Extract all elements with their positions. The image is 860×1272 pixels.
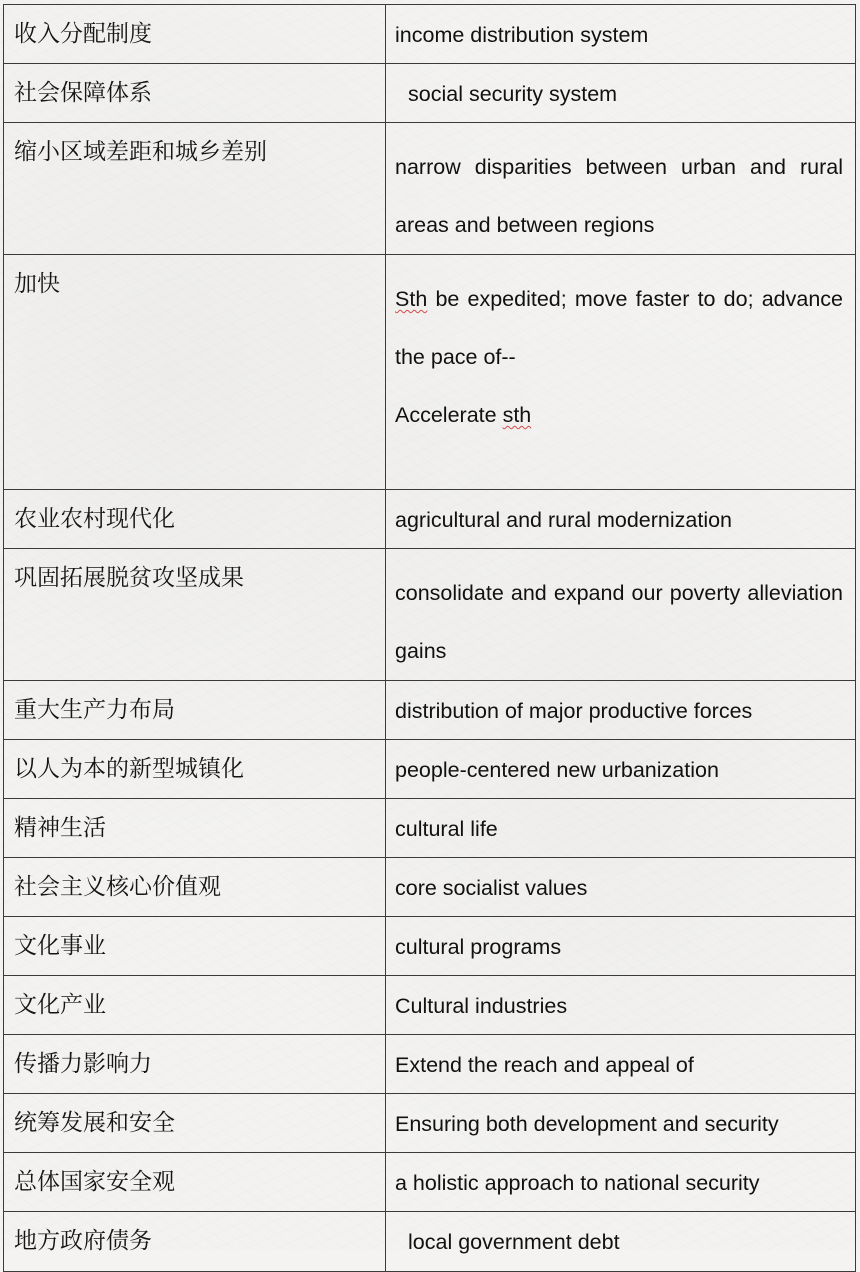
english-line: local government debt [408, 1230, 620, 1254]
table-row [4, 5, 856, 64]
english-line: consolidate and expand our poverty alleviation gains [395, 581, 843, 663]
table-row [4, 858, 856, 917]
chinese-term: 巩固拓展脱贫攻坚成果 [4, 549, 386, 681]
english-line: agricultural and rural modernization [395, 508, 733, 532]
spellcheck-underline: Sth [395, 287, 428, 311]
english-line: core socialist values [395, 876, 588, 900]
english-line: cultural life [395, 817, 498, 841]
table-row [4, 123, 856, 255]
english-term [386, 1094, 856, 1153]
chinese-term: 以人为本的新型城镇化 [4, 740, 386, 799]
english-term [386, 490, 856, 549]
chinese-term: 精神生活 [4, 799, 386, 858]
table-row [4, 549, 856, 681]
chinese-term: 总体国家安全观 [4, 1153, 386, 1212]
english-line: people-centered new urbanization [395, 758, 719, 782]
english-line: income distribution system [395, 23, 649, 47]
english-term [386, 5, 856, 64]
english-term [386, 917, 856, 976]
table-row [4, 1212, 856, 1272]
glossary-table [3, 4, 856, 1272]
english-line: Accelerate sth [395, 403, 532, 427]
chinese-term: 社会主义核心价值观 [4, 858, 386, 917]
table-row [4, 917, 856, 976]
table-row [4, 1094, 856, 1153]
english-term [386, 1035, 856, 1094]
table-row [4, 255, 856, 490]
chinese-term: 社会保障体系 [4, 64, 386, 123]
chinese-term: 地方政府债务 [4, 1212, 386, 1272]
english-term [386, 64, 856, 123]
english-line: Sth be expedited; move faster to do; advance the pace of-- [395, 287, 843, 369]
table-row [4, 976, 856, 1035]
table-row [4, 740, 856, 799]
english-line: Extend the reach and appeal of [395, 1053, 694, 1077]
table-row [4, 681, 856, 740]
english-term [386, 123, 856, 255]
table-row [4, 799, 856, 858]
english-line: social security system [408, 82, 618, 106]
chinese-term: 加快 [4, 255, 386, 490]
chinese-term: 缩小区域差距和城乡差别 [4, 123, 386, 255]
chinese-term: 农业农村现代化 [4, 490, 386, 549]
chinese-term: 统筹发展和安全 [4, 1094, 386, 1153]
english-line: a holistic approach to national security [395, 1171, 760, 1195]
table-row [4, 64, 856, 123]
table-row [4, 1035, 856, 1094]
chinese-term: 文化事业 [4, 917, 386, 976]
english-line: cultural programs [395, 935, 562, 959]
chinese-term: 收入分配制度 [4, 5, 386, 64]
english-term [386, 255, 856, 490]
english-term [386, 549, 856, 681]
english-term [386, 1153, 856, 1212]
chinese-term: 文化产业 [4, 976, 386, 1035]
chinese-term: 传播力影响力 [4, 1035, 386, 1094]
english-term [386, 681, 856, 740]
english-term [386, 1212, 856, 1272]
english-term [386, 799, 856, 858]
english-term [386, 858, 856, 917]
english-line: distribution of major productive forces [395, 699, 753, 723]
english-term [386, 740, 856, 799]
spellcheck-underline: sth [502, 403, 532, 427]
table-row [4, 1153, 856, 1212]
english-term [386, 976, 856, 1035]
english-line: Cultural industries [395, 994, 568, 1018]
english-line: Ensuring both development and security [395, 1112, 779, 1136]
table-row [4, 490, 856, 549]
chinese-term: 重大生产力布局 [4, 681, 386, 740]
english-line: narrow disparities between urban and rural areas and between regions [395, 155, 843, 237]
